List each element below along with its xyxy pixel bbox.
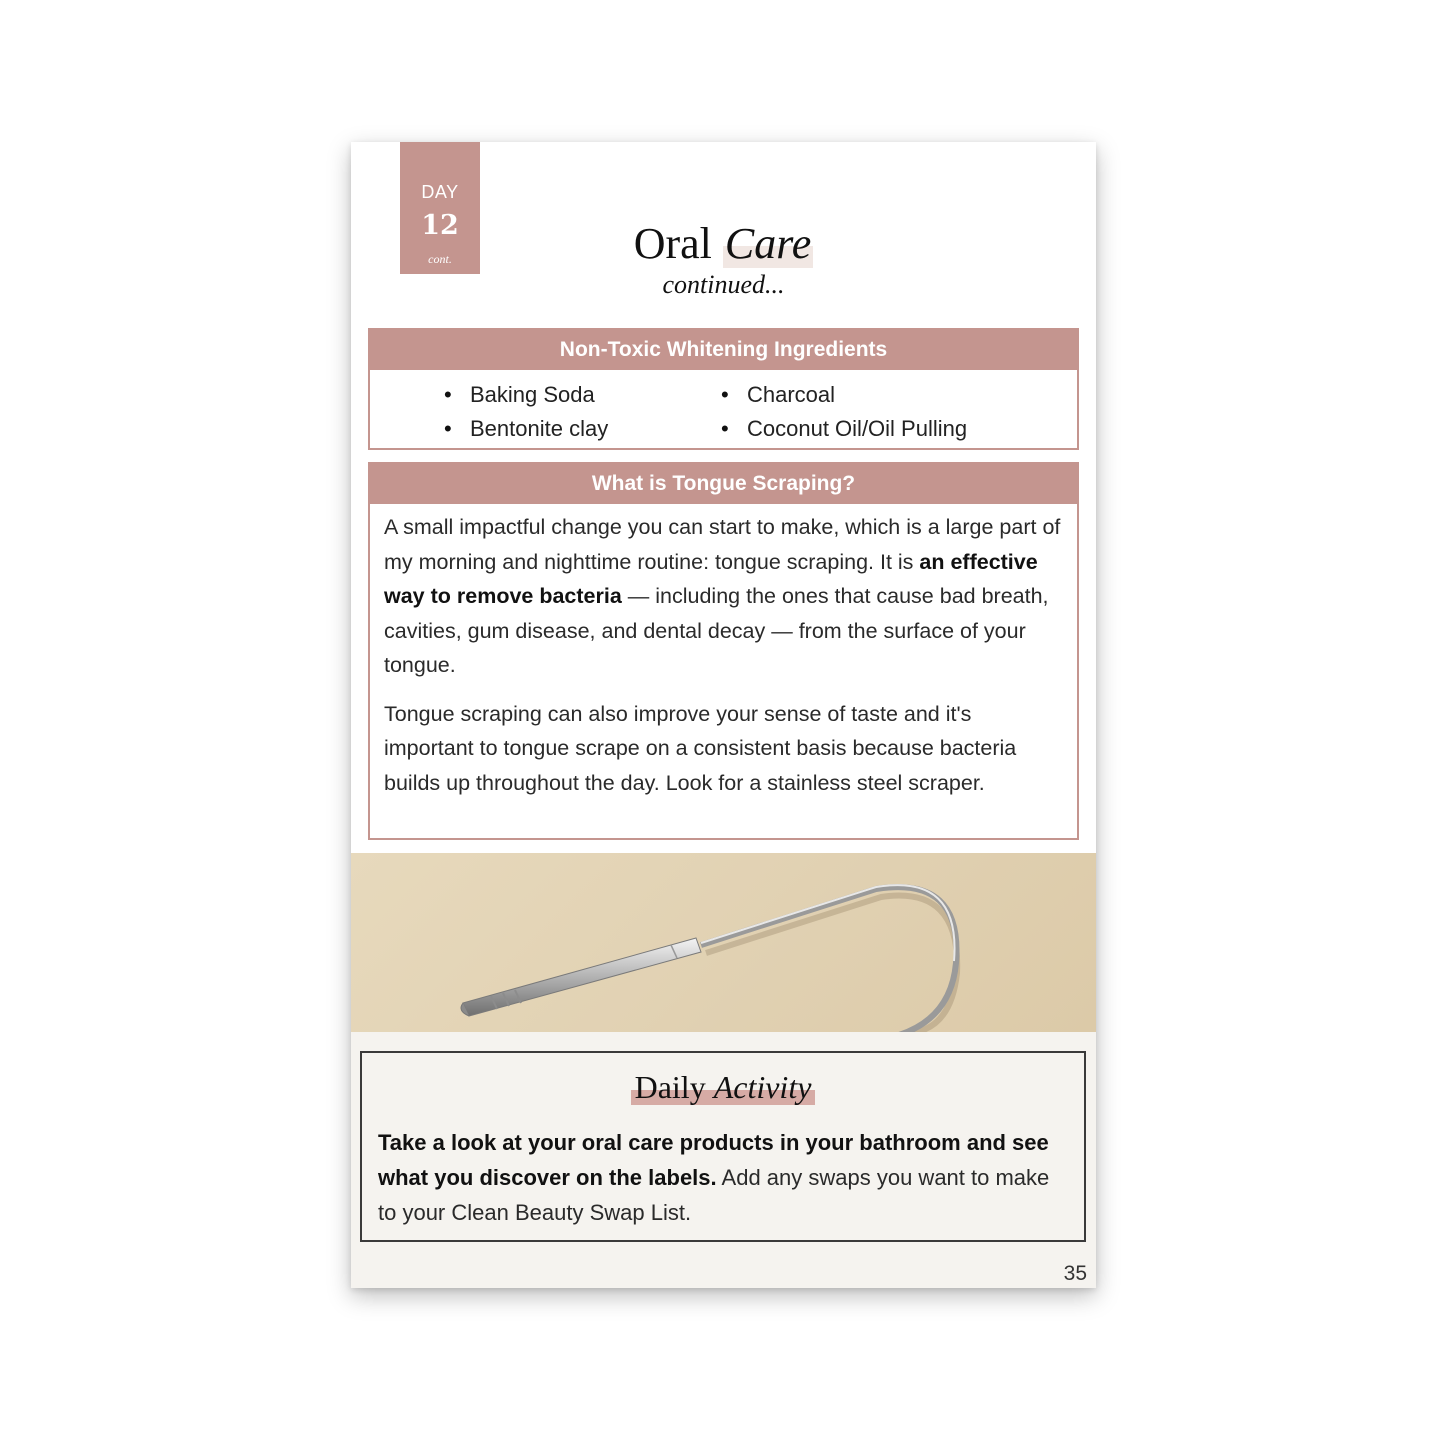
p1-bold-text: an effective way to remove bacteria bbox=[384, 549, 1038, 608]
p1-text-end: — including the ones that cause bad breath, cavities, gum disease, and dental decay — from the surface of your tongue. bbox=[384, 584, 1049, 677]
activity-title-word1: Daily bbox=[634, 1069, 706, 1105]
p1-text-start: A small impactful change you can start to make, which is a large part of my morning and nighttime routine: tongue scraping. It is bbox=[384, 515, 1061, 574]
daily-activity-text bbox=[378, 1125, 1068, 1230]
page-number: 35 bbox=[1063, 1262, 1087, 1285]
ingredient-item: • Charcoal bbox=[719, 378, 967, 412]
activity-bold-text: Take a look at your oral care products in your bathroom and see what you discover on the labels. bbox=[378, 1130, 1049, 1190]
ingredient-item: • Bentonite clay bbox=[442, 412, 608, 446]
ingredients-box bbox=[368, 328, 1079, 450]
daily-activity-title-highlight bbox=[631, 1069, 816, 1105]
page-subtitle: continued... bbox=[662, 270, 785, 299]
tongue-paragraph-1 bbox=[384, 510, 1063, 683]
daily-activity-title bbox=[362, 1069, 1084, 1106]
tongue-scraping-header: What is Tongue Scraping? bbox=[370, 464, 1077, 504]
book-page bbox=[351, 142, 1096, 1288]
ingredients-right-column bbox=[719, 378, 967, 446]
ingredient-item: • Coconut Oil/Oil Pulling bbox=[719, 412, 967, 446]
tongue-scraping-box bbox=[368, 462, 1079, 840]
ingredient-item: • Baking Soda bbox=[442, 378, 608, 412]
activity-rest-text: Add any swaps you want to make to your Clean Beauty Swap List. bbox=[378, 1165, 1050, 1225]
ingredients-left-column bbox=[442, 378, 608, 446]
daily-activity-box bbox=[360, 1051, 1086, 1242]
activity-title-word2: Activity bbox=[713, 1069, 812, 1105]
day-continued-label: cont. bbox=[428, 252, 452, 266]
day-label: DAY bbox=[421, 182, 459, 202]
title-word-care: Care bbox=[724, 219, 812, 268]
day-number: 12 bbox=[421, 210, 459, 241]
tongue-paragraph-2: Tongue scraping can also improve your sense of taste and it's important to tongue scrape on a consistent basis because bacteria builds up throughout the day. Look for a stainless steel scraper. bbox=[384, 701, 1017, 795]
ingredients-header: Non-Toxic Whitening Ingredients bbox=[370, 330, 1077, 370]
title-word-oral: Oral bbox=[633, 219, 712, 268]
page-title bbox=[351, 218, 1096, 269]
ingredients-list bbox=[370, 370, 1077, 448]
tongue-scraper-illustration bbox=[351, 853, 1096, 1032]
tongue-scraper-photo bbox=[351, 853, 1096, 1032]
tongue-scraping-body bbox=[370, 504, 1077, 800]
